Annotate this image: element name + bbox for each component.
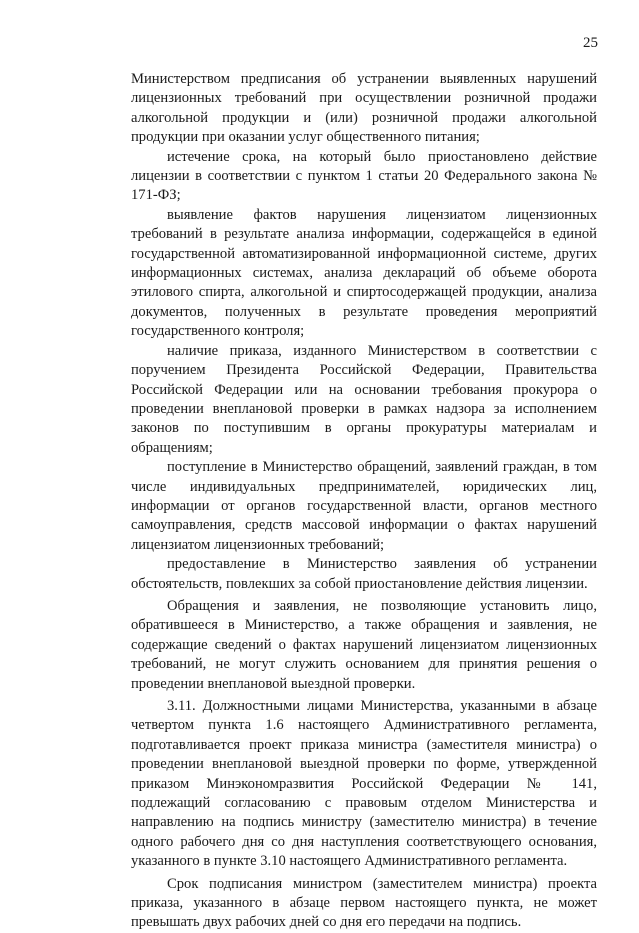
body-text [131,70,597,933]
paragraph-elimination-statement: предоставление в Министерство заявления об устранении обстоятельств, повлекших за собой приостановление действия лицензии. [131,556,597,592]
paragraph-suspension-expiry: истечение срока, на который было приостановлено действие лицензии в соответствии с пунктом 1 статьи 20 Федерального закона № 171-ФЗ; [131,148,597,204]
paragraph-prescription-continuation: Министерством предписания об устранении выявленных нарушений лицензионных требований при осуществлении розничной продажи алкогольной продукции и (или) розничной продажи алкогольной продукции при оказании услуг общественного питания; [131,71,597,146]
paragraph-section-3-11: 3.11. Должностными лицами Министерства, указанными в абзаце четвертом пункта 1.6 настоящего Административного регламента, подготавливается проект приказа министра (заместителя министра) о проведении внеплановой выездной проверки по форме, утвержденной приказом Минэкономразвития Российской Федерации № 141, подлежащий согласованию с правовым отделом Министерства и направлению на подпись министру (заместителю министра) в течение одного рабочего дня со дня наступления соответствующего основания, указанного в пункте 3.10 настоящего Административного регламента. [131,698,597,870]
paragraph-order-issued: наличие приказа, изданного Министерством в соответствии с поручением Президента Российской Федерации, Правительства Российской Федерации или на основании требования прокурора о проведении внеплановой проверки в рамках надзора за исполнением законов по поступившим в органы прокуратуры материалам и обращениям; [131,342,597,456]
paragraph-anonymous-appeals: Обращения и заявления, не позволяющие установить лицо, обратившееся в Министерство, а также обращения и заявления, не содержащие сведений о фактах нарушений лицензиатом лицензионных требований, не могут служить основанием для принятия решения о проведении внеплановой выездной проверки. [131,597,597,692]
page-number: 25 [583,35,598,51]
paragraph-complaints-received: поступление в Министерство обращений, заявлений граждан, в том числе индивидуальных предпринимателей, юридических лиц, информации от органов государственной власти, органов местного самоуправления, средств массовой информации о фактах нарушений лицензиатом лицензионных требований; [131,459,597,553]
paragraph-violation-detection: выявление фактов нарушения лицензиатом лицензионных требований в результате анализа информации, содержащейся в единой государственной автоматизированной информационной системе, других информационных системах, анализа деклараций об объеме оборота этилового спирта, алкогольной и спиртосодержащей продукции, анализа документов, полученных в результате проведения мероприятий государственного контроля; [131,206,597,340]
paragraph-signing-deadline: Срок подписания министром (заместителем министра) проекта приказа, указанного в абзаце первом настоящего пункта, не может превышать двух рабочих дней со дня его передачи на подпись. [131,875,597,931]
